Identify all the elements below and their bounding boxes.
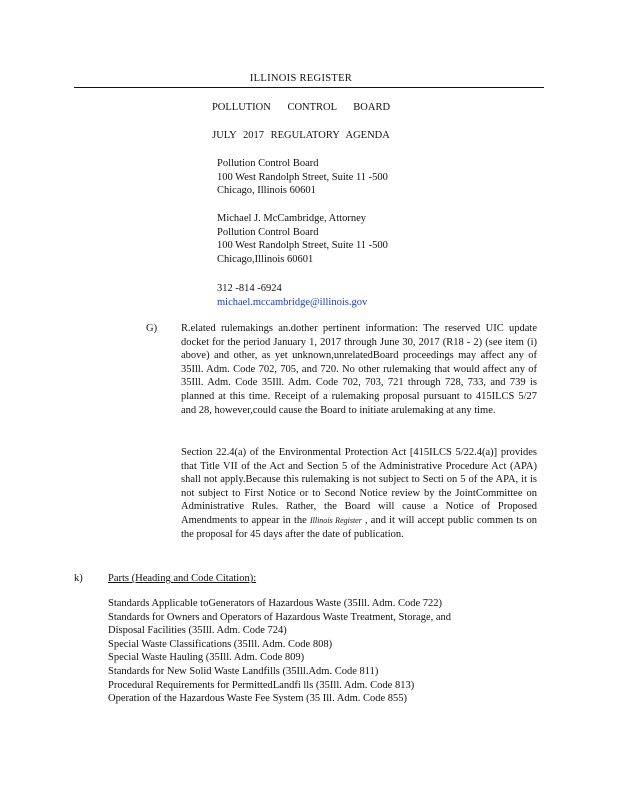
- address-line: Pollution Control Board: [217, 158, 319, 169]
- attorney-phone: 312 -814 -6924: [217, 283, 282, 294]
- address-line: Chicago,Illinois 60601: [217, 253, 314, 265]
- attorney-name: Michael J. McCambridge, Attorney: [217, 213, 367, 224]
- agenda-title: JULY 2017 REGULATORY AGENDA: [212, 130, 390, 141]
- parts-list: [108, 597, 451, 706]
- register-title: ILLINOIS REGISTER: [249, 73, 353, 84]
- illinois-register-italic: Illinois Register: [309, 515, 362, 525]
- list-item: Standards for Owners and Operators of Hazardous Waste Treatment, Storage, and: [108, 611, 452, 623]
- address-line: Pollution Control Board: [217, 226, 319, 238]
- section-k-marker: k): [74, 573, 83, 584]
- list-item: Procedural Requirements for PermittedLandfi lls (35Ill. Adm. Code 813): [108, 679, 415, 691]
- section-22-4-paragraph: [181, 446, 537, 541]
- list-item: Special Waste Hauling (35Ill. Adm. Code 809): [108, 652, 305, 664]
- primary-contact-address: [217, 157, 388, 198]
- list-item: Standards for New Solid Waste Landfills (35Ill.Adm. Code 811): [108, 665, 379, 677]
- board-title: POLLUTION CONTROL BOARD: [211, 102, 391, 113]
- paragraph-text: Section 22.4(a) of the Environmental Protection Act [415ILCS 5/22.4(a)] provides that Title VII of the Act and Section 5 of the Administrative Procedure Act (APA) shall not apply.Because this rulemaking is not subject to Secti on 5 of the APA, it is not subject to First Notice or to Second Notice review by the JointCommittee on Administrative Rules. Rather, the Board will cause a Notice of Proposed Amendments to appear in the: [181, 447, 537, 526]
- list-item: Standards Applicable toGenerators of Hazardous Waste (35Ill. Adm. Code 722): [108, 598, 443, 609]
- list-item: Special Waste Classifications (35Ill. Adm. Code 808): [108, 638, 333, 650]
- address-line: 100 West Randolph Street, Suite 11 -500: [217, 240, 388, 252]
- paragraph-text: , and it will accept public commen ts on the proposal for 45 days after the date of publication.: [181, 514, 538, 540]
- parts-heading: Parts (Heading and Code Citation):: [108, 573, 257, 584]
- header-divider: [74, 87, 544, 88]
- list-item: Disposal Facilities (35Ill. Adm. Code 724): [108, 625, 287, 637]
- attorney-email-link[interactable]: michael.mccambridge@illinois.gov: [217, 297, 368, 308]
- section-g-marker: G): [146, 323, 158, 334]
- attorney-contact-address: [217, 212, 388, 266]
- address-line: Chicago, Illinois 60601: [217, 185, 316, 197]
- related-rulemakings-paragraph: R.elated rulemakings an.dother pertinent information: The reserved UIC update docket for the period January 1, 2017 through June 30, 2017 (R18 - 2) (see item (i) above) and other, as yet unknown,unrelatedBoard proceedings may affect any of 35Ill. Adm. Code 702, 705, and 720. No other rulemaking that would affect any of 35Ill. Adm. Code 35Ill. Adm. Code 702, 703, 721 through 728, 733, and 739 is planned at this time. Receipt of a rulemaking proposal pursuant to 415ILCS 5/27 and 28, however,could cause the Board to initiate arulemaking at any time.: [181, 323, 537, 416]
- address-line: 100 West Randolph Street, Suite 11 -500: [217, 171, 388, 183]
- list-item: Operation of the Hazardous Waste Fee System (35 Ill. Adm. Code 855): [108, 693, 408, 705]
